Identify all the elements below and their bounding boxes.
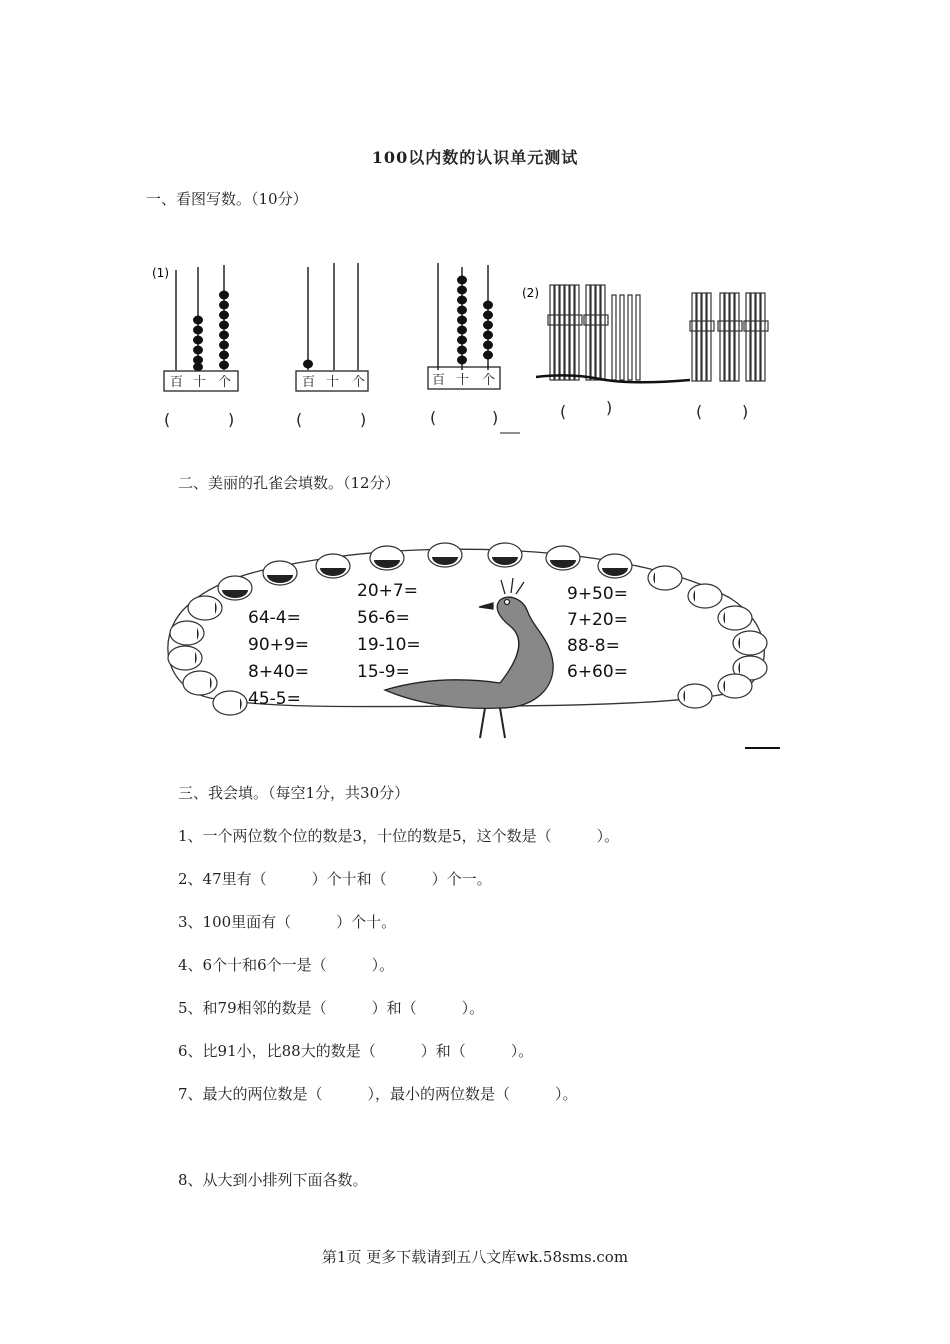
paren-close-4: ) xyxy=(606,398,613,417)
question-6: 6、比91小，比88大的数是（ ）和（ ）。 xyxy=(178,1042,534,1060)
abacus-1-label-tens: 十 xyxy=(193,375,207,390)
section3-heading: 三、我会填。（每空1分，共30分） xyxy=(178,784,410,802)
abacus-1-tens-beads xyxy=(193,316,203,372)
paren-close-1: ) xyxy=(228,410,235,429)
equation: 6+60= xyxy=(567,662,628,682)
abacus-3 xyxy=(428,263,500,389)
equation: 9+50= xyxy=(567,584,628,604)
paren-open-5: ( xyxy=(696,402,703,421)
stick-bundles-right xyxy=(690,293,768,381)
section1-figures xyxy=(140,255,790,445)
abacus-3-tens-beads xyxy=(457,276,467,365)
equation: 90+9= xyxy=(248,635,309,655)
equation: 88-8= xyxy=(567,636,620,656)
page-title: 100以内数的认识单元测试 xyxy=(371,148,579,167)
equation: 64-4= xyxy=(248,608,301,628)
equation: 19-10= xyxy=(357,635,421,655)
abacus-2-label-ones: 个 xyxy=(352,375,366,390)
abacus-1-label-ones: 个 xyxy=(218,375,232,390)
equations-column-2 xyxy=(357,578,421,686)
paren-open-4: ( xyxy=(560,402,567,421)
equation: 56-6= xyxy=(357,608,410,628)
paren-open-1: ( xyxy=(164,410,171,429)
paren-open-3: ( xyxy=(430,408,437,427)
paren-close-3: ) xyxy=(492,408,499,427)
abacus-2-label-hundreds: 百 xyxy=(302,375,316,390)
page-footer: 第1页 更多下载请到五八文库wk.58sms.com xyxy=(321,1248,629,1266)
question-1: 1、一个两位数个位的数是3，十位的数是5，这个数是（ ）。 xyxy=(178,827,620,845)
abacus-2 xyxy=(296,263,368,391)
section2-heading: 二、美丽的孔雀会填数。（12分） xyxy=(178,474,400,492)
equation: 20+7= xyxy=(357,581,418,601)
abacus-3-label-ones: 个 xyxy=(482,373,496,388)
equation: 45-5= xyxy=(248,689,301,709)
equations-column-1 xyxy=(248,605,309,713)
question-3: 3、100里面有（ ）个十。 xyxy=(178,913,397,931)
question-5: 5、和79相邻的数是（ ）和（ ）。 xyxy=(178,999,485,1017)
equation: 15-9= xyxy=(357,662,410,682)
abacus-2-label-tens: 十 xyxy=(326,375,340,390)
equation: 7+20= xyxy=(567,610,628,630)
equation: 8+40= xyxy=(248,662,309,682)
paren-close-5: ) xyxy=(742,402,749,421)
stick-bundles-left xyxy=(548,285,640,380)
abacus-1-label-hundreds: 百 xyxy=(170,375,184,390)
marker-1: (1) xyxy=(152,266,169,280)
question-8: 8、从大到小排列下面各数。 xyxy=(178,1171,368,1189)
abacus-1 xyxy=(164,265,238,391)
abacus-3-label-tens: 十 xyxy=(456,373,470,388)
abacus-2-hundreds-bead xyxy=(303,360,313,369)
abacus-3-label-hundreds: 百 xyxy=(432,373,446,388)
question-2: 2、47里有（ ）个十和（ ）个一。 xyxy=(178,870,492,888)
question-4: 4、6个十和6个一是（ ）。 xyxy=(178,956,395,974)
paren-open-2: ( xyxy=(296,410,303,429)
equations-column-3 xyxy=(567,581,628,685)
paren-close-2: ) xyxy=(360,410,367,429)
question-7: 7、最大的两位数是（ ），最小的两位数是（ ）。 xyxy=(178,1085,578,1103)
section1-heading: 一、看图写数。（10分） xyxy=(146,190,308,208)
marker-2: (2) xyxy=(522,286,539,300)
